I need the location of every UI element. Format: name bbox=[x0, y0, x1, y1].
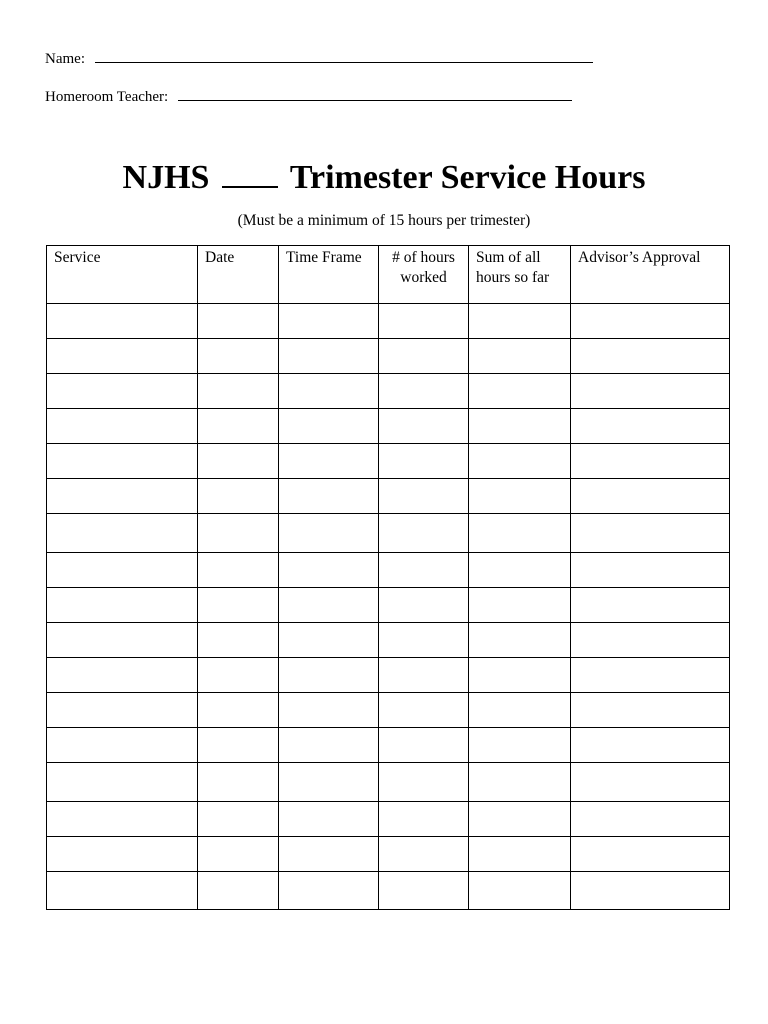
table-row bbox=[47, 693, 730, 728]
table-row bbox=[47, 872, 730, 910]
cell-hours-worked[interactable] bbox=[379, 409, 469, 444]
cell-date[interactable] bbox=[198, 553, 279, 588]
cell-sum-hours[interactable] bbox=[469, 763, 571, 802]
cell-service[interactable] bbox=[47, 304, 198, 339]
cell-date[interactable] bbox=[198, 837, 279, 872]
cell-advisor-approval[interactable] bbox=[571, 479, 730, 514]
page-title bbox=[0, 158, 768, 197]
cell-sum-hours[interactable] bbox=[469, 872, 571, 910]
header-advisor-approval bbox=[571, 246, 730, 304]
cell-advisor-approval[interactable] bbox=[571, 514, 730, 553]
cell-sum-hours[interactable] bbox=[469, 304, 571, 339]
cell-advisor-approval[interactable] bbox=[571, 623, 730, 658]
cell-hours-worked[interactable] bbox=[379, 763, 469, 802]
service-hours-table bbox=[46, 245, 730, 910]
table-row bbox=[47, 409, 730, 444]
cell-time-frame[interactable] bbox=[279, 444, 379, 479]
cell-hours-worked[interactable] bbox=[379, 837, 469, 872]
header-date bbox=[198, 246, 279, 304]
header-advisor-approval-label: Advisor’s Approval bbox=[578, 249, 701, 266]
cell-service[interactable] bbox=[47, 763, 198, 802]
cell-sum-hours[interactable] bbox=[469, 837, 571, 872]
table-header-row bbox=[47, 246, 730, 304]
cell-hours-worked[interactable] bbox=[379, 553, 469, 588]
table-row bbox=[47, 763, 730, 802]
cell-time-frame[interactable] bbox=[279, 409, 379, 444]
cell-hours-worked[interactable] bbox=[379, 444, 469, 479]
header-date-label: Date bbox=[205, 249, 235, 266]
cell-hours-worked[interactable] bbox=[379, 339, 469, 374]
cell-service[interactable] bbox=[47, 374, 198, 409]
cell-time-frame[interactable] bbox=[279, 374, 379, 409]
cell-date[interactable] bbox=[198, 444, 279, 479]
header-service bbox=[47, 246, 198, 304]
cell-date[interactable] bbox=[198, 623, 279, 658]
cell-sum-hours[interactable] bbox=[469, 514, 571, 553]
cell-time-frame[interactable] bbox=[279, 304, 379, 339]
cell-advisor-approval[interactable] bbox=[571, 872, 730, 910]
cell-service[interactable] bbox=[47, 802, 198, 837]
cell-sum-hours[interactable] bbox=[469, 693, 571, 728]
cell-service[interactable] bbox=[47, 514, 198, 553]
cell-date[interactable] bbox=[198, 763, 279, 802]
cell-date[interactable] bbox=[198, 304, 279, 339]
cell-date[interactable] bbox=[198, 374, 279, 409]
cell-date[interactable] bbox=[198, 409, 279, 444]
table-row bbox=[47, 444, 730, 479]
trimester-blank[interactable] bbox=[222, 158, 278, 188]
cell-service[interactable] bbox=[47, 872, 198, 910]
cell-date[interactable] bbox=[198, 658, 279, 693]
title-prefix: NJHS bbox=[122, 159, 210, 196]
cell-hours-worked[interactable] bbox=[379, 514, 469, 553]
cell-hours-worked[interactable] bbox=[379, 802, 469, 837]
cell-sum-hours[interactable] bbox=[469, 802, 571, 837]
cell-hours-worked[interactable] bbox=[379, 374, 469, 409]
cell-service[interactable] bbox=[47, 339, 198, 374]
name-field[interactable] bbox=[45, 48, 593, 68]
cell-time-frame[interactable] bbox=[279, 802, 379, 837]
table-row bbox=[47, 802, 730, 837]
cell-date[interactable] bbox=[198, 728, 279, 763]
cell-advisor-approval[interactable] bbox=[571, 553, 730, 588]
cell-advisor-approval[interactable] bbox=[571, 304, 730, 339]
cell-advisor-approval[interactable] bbox=[571, 837, 730, 872]
cell-sum-hours[interactable] bbox=[469, 553, 571, 588]
cell-advisor-approval[interactable] bbox=[571, 728, 730, 763]
cell-service[interactable] bbox=[47, 623, 198, 658]
cell-time-frame[interactable] bbox=[279, 837, 379, 872]
table-row bbox=[47, 658, 730, 693]
cell-service[interactable] bbox=[47, 553, 198, 588]
cell-hours-worked[interactable] bbox=[379, 588, 469, 623]
cell-sum-hours[interactable] bbox=[469, 658, 571, 693]
cell-advisor-approval[interactable] bbox=[571, 658, 730, 693]
cell-advisor-approval[interactable] bbox=[571, 444, 730, 479]
cell-time-frame[interactable] bbox=[279, 479, 379, 514]
table-row bbox=[47, 514, 730, 553]
cell-sum-hours[interactable] bbox=[469, 444, 571, 479]
cell-service[interactable] bbox=[47, 693, 198, 728]
cell-date[interactable] bbox=[198, 693, 279, 728]
cell-advisor-approval[interactable] bbox=[571, 693, 730, 728]
cell-advisor-approval[interactable] bbox=[571, 802, 730, 837]
table-row bbox=[47, 623, 730, 658]
cell-sum-hours[interactable] bbox=[469, 623, 571, 658]
cell-hours-worked[interactable] bbox=[379, 479, 469, 514]
cell-advisor-approval[interactable] bbox=[571, 763, 730, 802]
cell-time-frame[interactable] bbox=[279, 514, 379, 553]
table-row bbox=[47, 304, 730, 339]
cell-time-frame[interactable] bbox=[279, 872, 379, 910]
header-sum-hours-line2: hours so far bbox=[476, 269, 550, 286]
cell-date[interactable] bbox=[198, 588, 279, 623]
cell-hours-worked[interactable] bbox=[379, 872, 469, 910]
cell-sum-hours[interactable] bbox=[469, 374, 571, 409]
cell-date[interactable] bbox=[198, 514, 279, 553]
cell-service[interactable] bbox=[47, 409, 198, 444]
cell-hours-worked[interactable] bbox=[379, 693, 469, 728]
name-label: Name: bbox=[45, 51, 85, 67]
cell-service[interactable] bbox=[47, 658, 198, 693]
cell-date[interactable] bbox=[198, 479, 279, 514]
cell-time-frame[interactable] bbox=[279, 339, 379, 374]
table-row bbox=[47, 374, 730, 409]
name-blank-line[interactable] bbox=[95, 48, 593, 63]
cell-sum-hours[interactable] bbox=[469, 479, 571, 514]
table-row bbox=[47, 553, 730, 588]
homeroom-teacher-field[interactable] bbox=[45, 86, 572, 106]
table-row bbox=[47, 837, 730, 872]
cell-service[interactable] bbox=[47, 728, 198, 763]
cell-time-frame[interactable] bbox=[279, 693, 379, 728]
cell-advisor-approval[interactable] bbox=[571, 374, 730, 409]
cell-sum-hours[interactable] bbox=[469, 728, 571, 763]
header-service-label: Service bbox=[54, 249, 101, 266]
table-row bbox=[47, 479, 730, 514]
cell-time-frame[interactable] bbox=[279, 623, 379, 658]
cell-time-frame[interactable] bbox=[279, 553, 379, 588]
table-row bbox=[47, 588, 730, 623]
cell-date[interactable] bbox=[198, 872, 279, 910]
header-hours-worked bbox=[379, 246, 469, 304]
cell-service[interactable] bbox=[47, 444, 198, 479]
title-suffix: Trimester Service Hours bbox=[289, 159, 646, 196]
header-hours-worked-line2: worked bbox=[400, 269, 447, 286]
cell-hours-worked[interactable] bbox=[379, 623, 469, 658]
cell-hours-worked[interactable] bbox=[379, 304, 469, 339]
header-sum-hours bbox=[469, 246, 571, 304]
header-sum-hours-line1: Sum of all bbox=[476, 249, 541, 266]
table-body bbox=[47, 304, 730, 910]
header-time-frame bbox=[279, 246, 379, 304]
cell-service[interactable] bbox=[47, 479, 198, 514]
cell-date[interactable] bbox=[198, 802, 279, 837]
cell-time-frame[interactable] bbox=[279, 728, 379, 763]
cell-time-frame[interactable] bbox=[279, 763, 379, 802]
homeroom-teacher-blank-line[interactable] bbox=[178, 86, 572, 101]
header-time-frame-label: Time Frame bbox=[286, 249, 362, 266]
cell-advisor-approval[interactable] bbox=[571, 409, 730, 444]
cell-hours-worked[interactable] bbox=[379, 728, 469, 763]
cell-sum-hours[interactable] bbox=[469, 588, 571, 623]
cell-service[interactable] bbox=[47, 837, 198, 872]
table-row bbox=[47, 339, 730, 374]
cell-time-frame[interactable] bbox=[279, 588, 379, 623]
page-subtitle: (Must be a minimum of 15 hours per trimester) bbox=[237, 212, 531, 229]
cell-sum-hours[interactable] bbox=[469, 339, 571, 374]
cell-hours-worked[interactable] bbox=[379, 658, 469, 693]
table-row bbox=[47, 728, 730, 763]
cell-service[interactable] bbox=[47, 588, 198, 623]
header-hours-worked-line1: # of hours bbox=[392, 249, 455, 266]
cell-advisor-approval[interactable] bbox=[571, 588, 730, 623]
cell-date[interactable] bbox=[198, 339, 279, 374]
cell-time-frame[interactable] bbox=[279, 658, 379, 693]
cell-sum-hours[interactable] bbox=[469, 409, 571, 444]
homeroom-teacher-label: Homeroom Teacher: bbox=[45, 89, 169, 105]
cell-advisor-approval[interactable] bbox=[571, 339, 730, 374]
